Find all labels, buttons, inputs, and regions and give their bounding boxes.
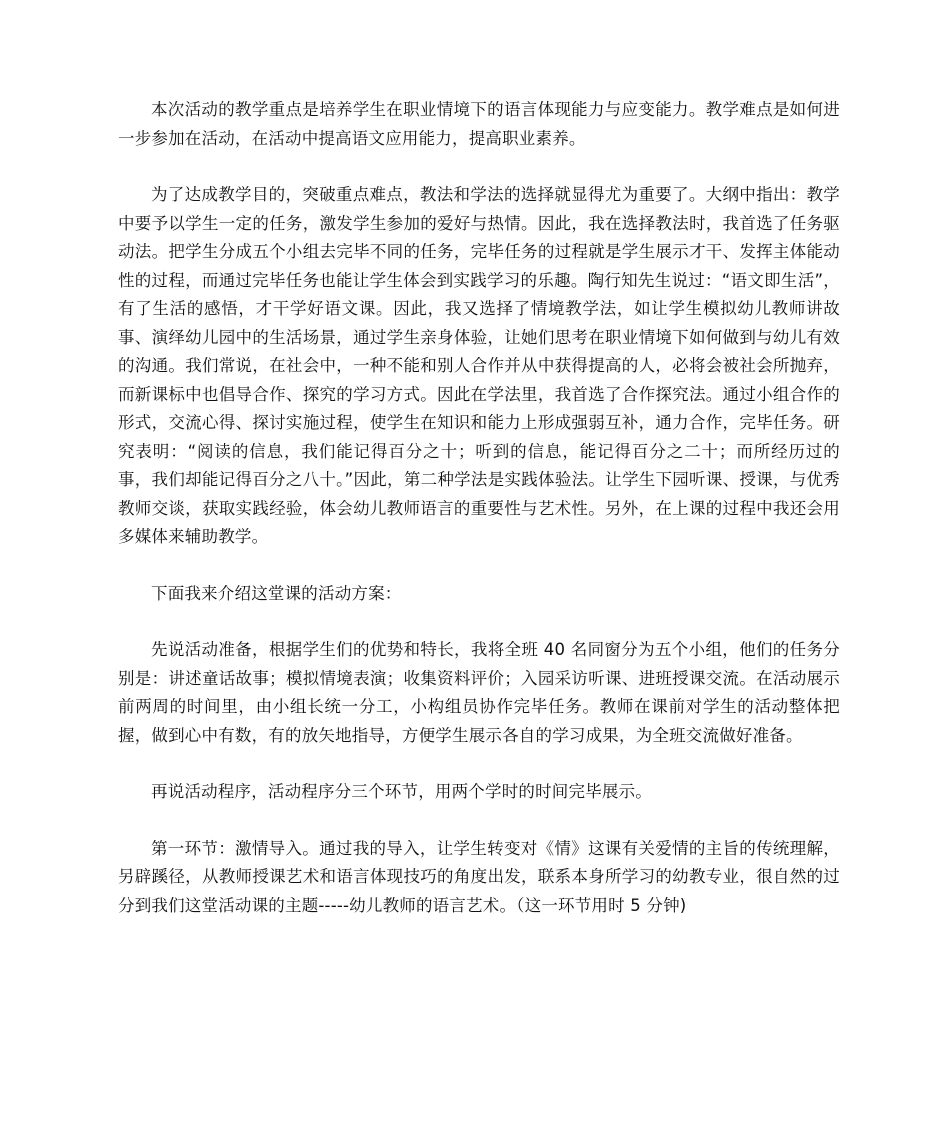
paragraph-teaching-focus: 本次活动的教学重点是培养学生在职业情境下的语言体现能力与应变能力。教学难点是如何进一步参加在活动，在活动中提高语文应用能力，提高职业素养。 (118, 100, 840, 148)
paragraph-activity-preparation: 先说活动准备，根据学生们的优势和特长，我将全班 40 名同窗分为五个小组，他们的任务分别是：讲述童话故事；模拟情境表演；收集资料评价；入园采访听课、进班授课交流。在活动展示前两周的时间里，由小组长统一分工，小构组员协作完毕任务。教师在课前对学生的活动整体把握，做到心中有数，有的放矢地指导，方便学生展示各自的学习成果，为全班交流做好准备。 (118, 640, 840, 745)
paragraph-activity-procedure: 再说活动程序，活动程序分三个环节，用两个学时的时间完毕展示。 (151, 782, 652, 801)
paragraph-activity-plan-intro: 下面我来介绍这堂课的活动方案： (151, 583, 402, 603)
paragraph-first-stage: 第一环节：激情导入。通过我的导入，让学生转变对《情》这课有关爱情的主旨的传统理解，另辟蹊径，从教师授课艺术和语言体现技巧的角度出发，联系本身所学习的幼教专业，很自然的过分到我们这堂活动课的主题-----幼儿教师的语言艺术。（这一环节用时 5 分钟) (118, 838, 840, 915)
document-body (118, 96, 840, 920)
paragraph-teaching-methods: 为了达成教学目的，突破重点难点，教法和学法的选择就显得尤为重要了。大纲中指出：教学中要予以学生一定的任务，激发学生参加的爱好与热情。因此，我在选择教法时，我首选了任务驱动法。把学生分成五个小组去完毕不同的任务，完毕任务的过程就是学生展示才干、发挥主体能动性的过程，而通过完毕任务也能让学生体会到实践学习的乐趣。陶行知先生说过：“语文即生活”，有了生活的感悟，才干学好语文课。因此，我又选择了情境教学法，如让学生模拟幼儿教师讲故事、演绎幼儿园中的生活场景，通过学生亲身体验，让她们思考在职业情境下如何做到与幼儿有效的沟通。我们常说，在社会中，一种不能和别人合作并从中获得提高的人，必将会被社会所抛弃，而新课标中也倡导合作、探究的学习方式。因此在学法里，我首选了合作探究法。通过小组合作的形式，交流心得、探讨实施过程，使学生在知识和能力上形成强弱互补，通力合作，完毕任务。研究表明：“阅读的信息，我们能记得百分之十；听到的信息，能记得百分之二十；而所经历过的事，我们却能记得百分之八十。”因此，第二种学法是实践体验法。让学生下园听课、授课，与优秀教师交谈，获取实践经验，体会幼儿教师语言的重要性与艺术性。另外，在上课的过程中我还会用多媒体来辅助教学。 (118, 185, 840, 546)
